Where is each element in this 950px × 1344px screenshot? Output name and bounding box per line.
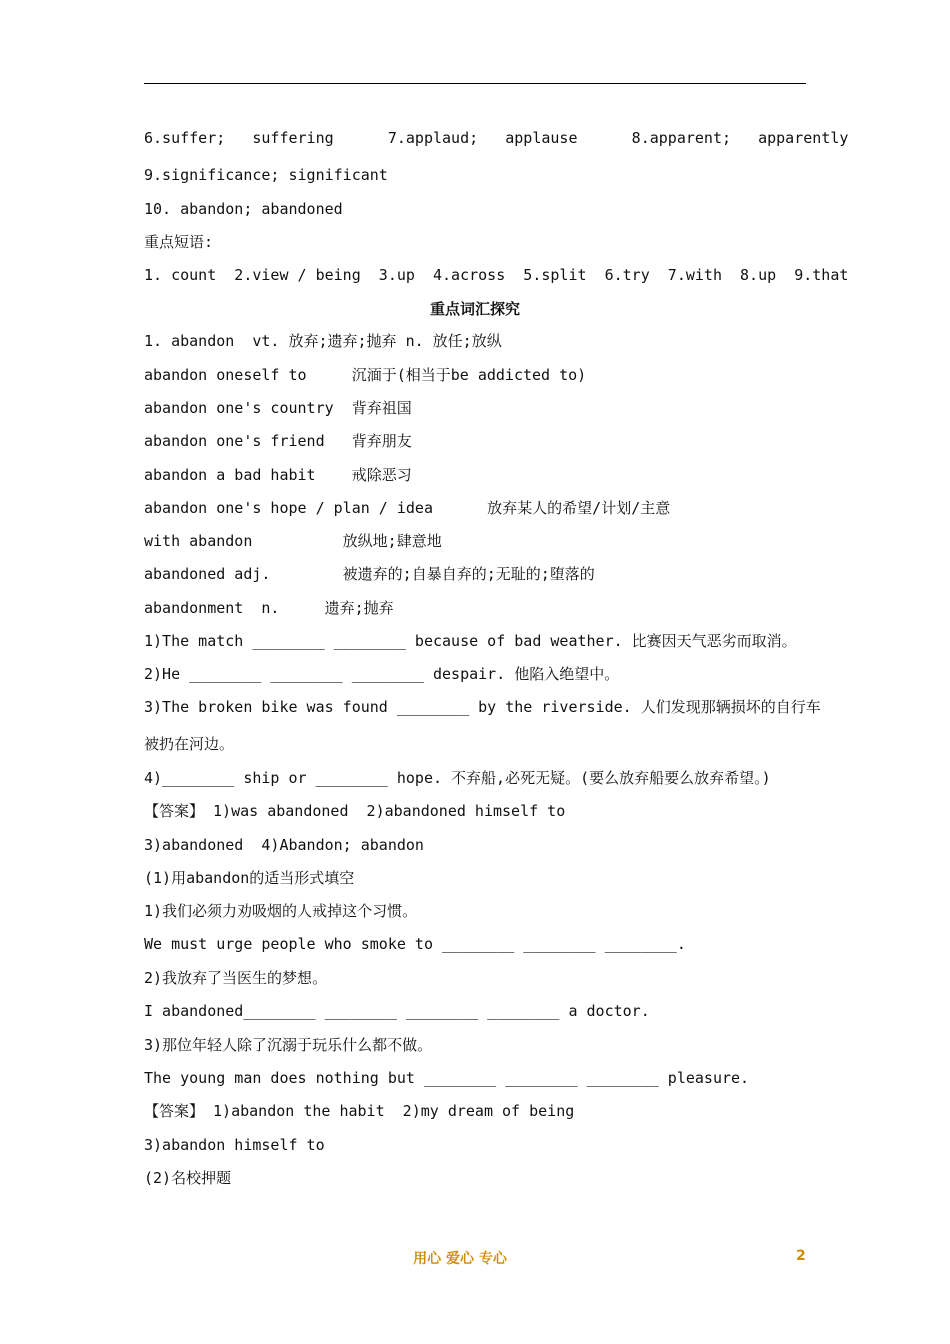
page-number: 2 [796, 1248, 806, 1264]
text-line: abandon a bad habit 戒除恶习 [144, 466, 412, 484]
text-line: with abandon 放纵地;肆意地 [144, 532, 442, 550]
text-line: abandoned adj. 被遗弃的;自暴自弃的;无耻的;堕落的 [144, 565, 595, 583]
text-line: 1. count 2.view / being 3.up 4.across 5.split 6.try 7.with 8.up 9.that [144, 266, 849, 284]
text-line: abandon one's friend 背弃朋友 [144, 432, 412, 450]
text-line: I abandoned________ ________ ________ ________ a doctor. [144, 1002, 650, 1020]
header-rule [144, 83, 806, 84]
text-line: 【答案】 1)abandon the habit 2)my dream of being [144, 1102, 575, 1120]
text-line: abandonment n. 遗弃;抛弃 [144, 599, 394, 617]
text-line: 重点短语: [144, 233, 214, 251]
text-line: abandon oneself to 沉湎于(相当于be addicted to) [144, 366, 587, 384]
text-line: 3)abandon himself to [144, 1136, 325, 1154]
text-line: 3)The broken bike was found ________ by the riverside. 人们发现那辆损坏的自行车 [144, 698, 821, 716]
text-line: 10. abandon; abandoned [144, 200, 343, 218]
text-line: 【答案】 1)was abandoned 2)abandoned himself to [144, 802, 566, 820]
text-line: (2)名校押题 [144, 1169, 232, 1187]
text-line: abandon one's country 背弃祖国 [144, 399, 412, 417]
text-line: abandon one's hope / plan / idea 放弃某人的希望/计划/主意 [144, 499, 671, 517]
text-line: 3)abandoned 4)Abandon; abandon [144, 836, 424, 854]
text-line: 2)我放弃了当医生的梦想。 [144, 969, 328, 987]
text-line: 1)我们必须力劝吸烟的人戒掉这个习惯。 [144, 902, 418, 920]
text-line: 2)He ________ ________ ________ despair. 他陷入绝望中。 [144, 665, 620, 683]
text-line: 3)那位年轻人除了沉溺于玩乐什么都不做。 [144, 1036, 433, 1054]
text-line: 6.suffer; suffering 7.applaud; applause 8.apparent; apparently [144, 129, 849, 147]
footer-slogan: 用心 爱心 专心 [413, 1251, 507, 1267]
text-line: (1)用abandon的适当形式填空 [144, 869, 355, 887]
text-line: 1. abandon vt. 放弃;遗弃;抛弃 n. 放任;放纵 [144, 332, 502, 350]
text-line: 9.significance; significant [144, 166, 388, 184]
text-line: The young man does nothing but ________ ________ ________ pleasure. [144, 1069, 750, 1087]
text-line: We must urge people who smoke to ________ ________ ________. [144, 935, 686, 953]
section-title: 重点词汇探究 [429, 300, 520, 318]
text-line: 被扔在河边。 [144, 735, 235, 753]
text-line: 4)________ ship or ________ hope. 不弃船,必死无疑。(要么放弃船要么放弃希望。) [144, 769, 771, 787]
text-line: 1)The match ________ ________ because of bad weather. 比赛因天气恶劣而取消。 [144, 632, 797, 650]
